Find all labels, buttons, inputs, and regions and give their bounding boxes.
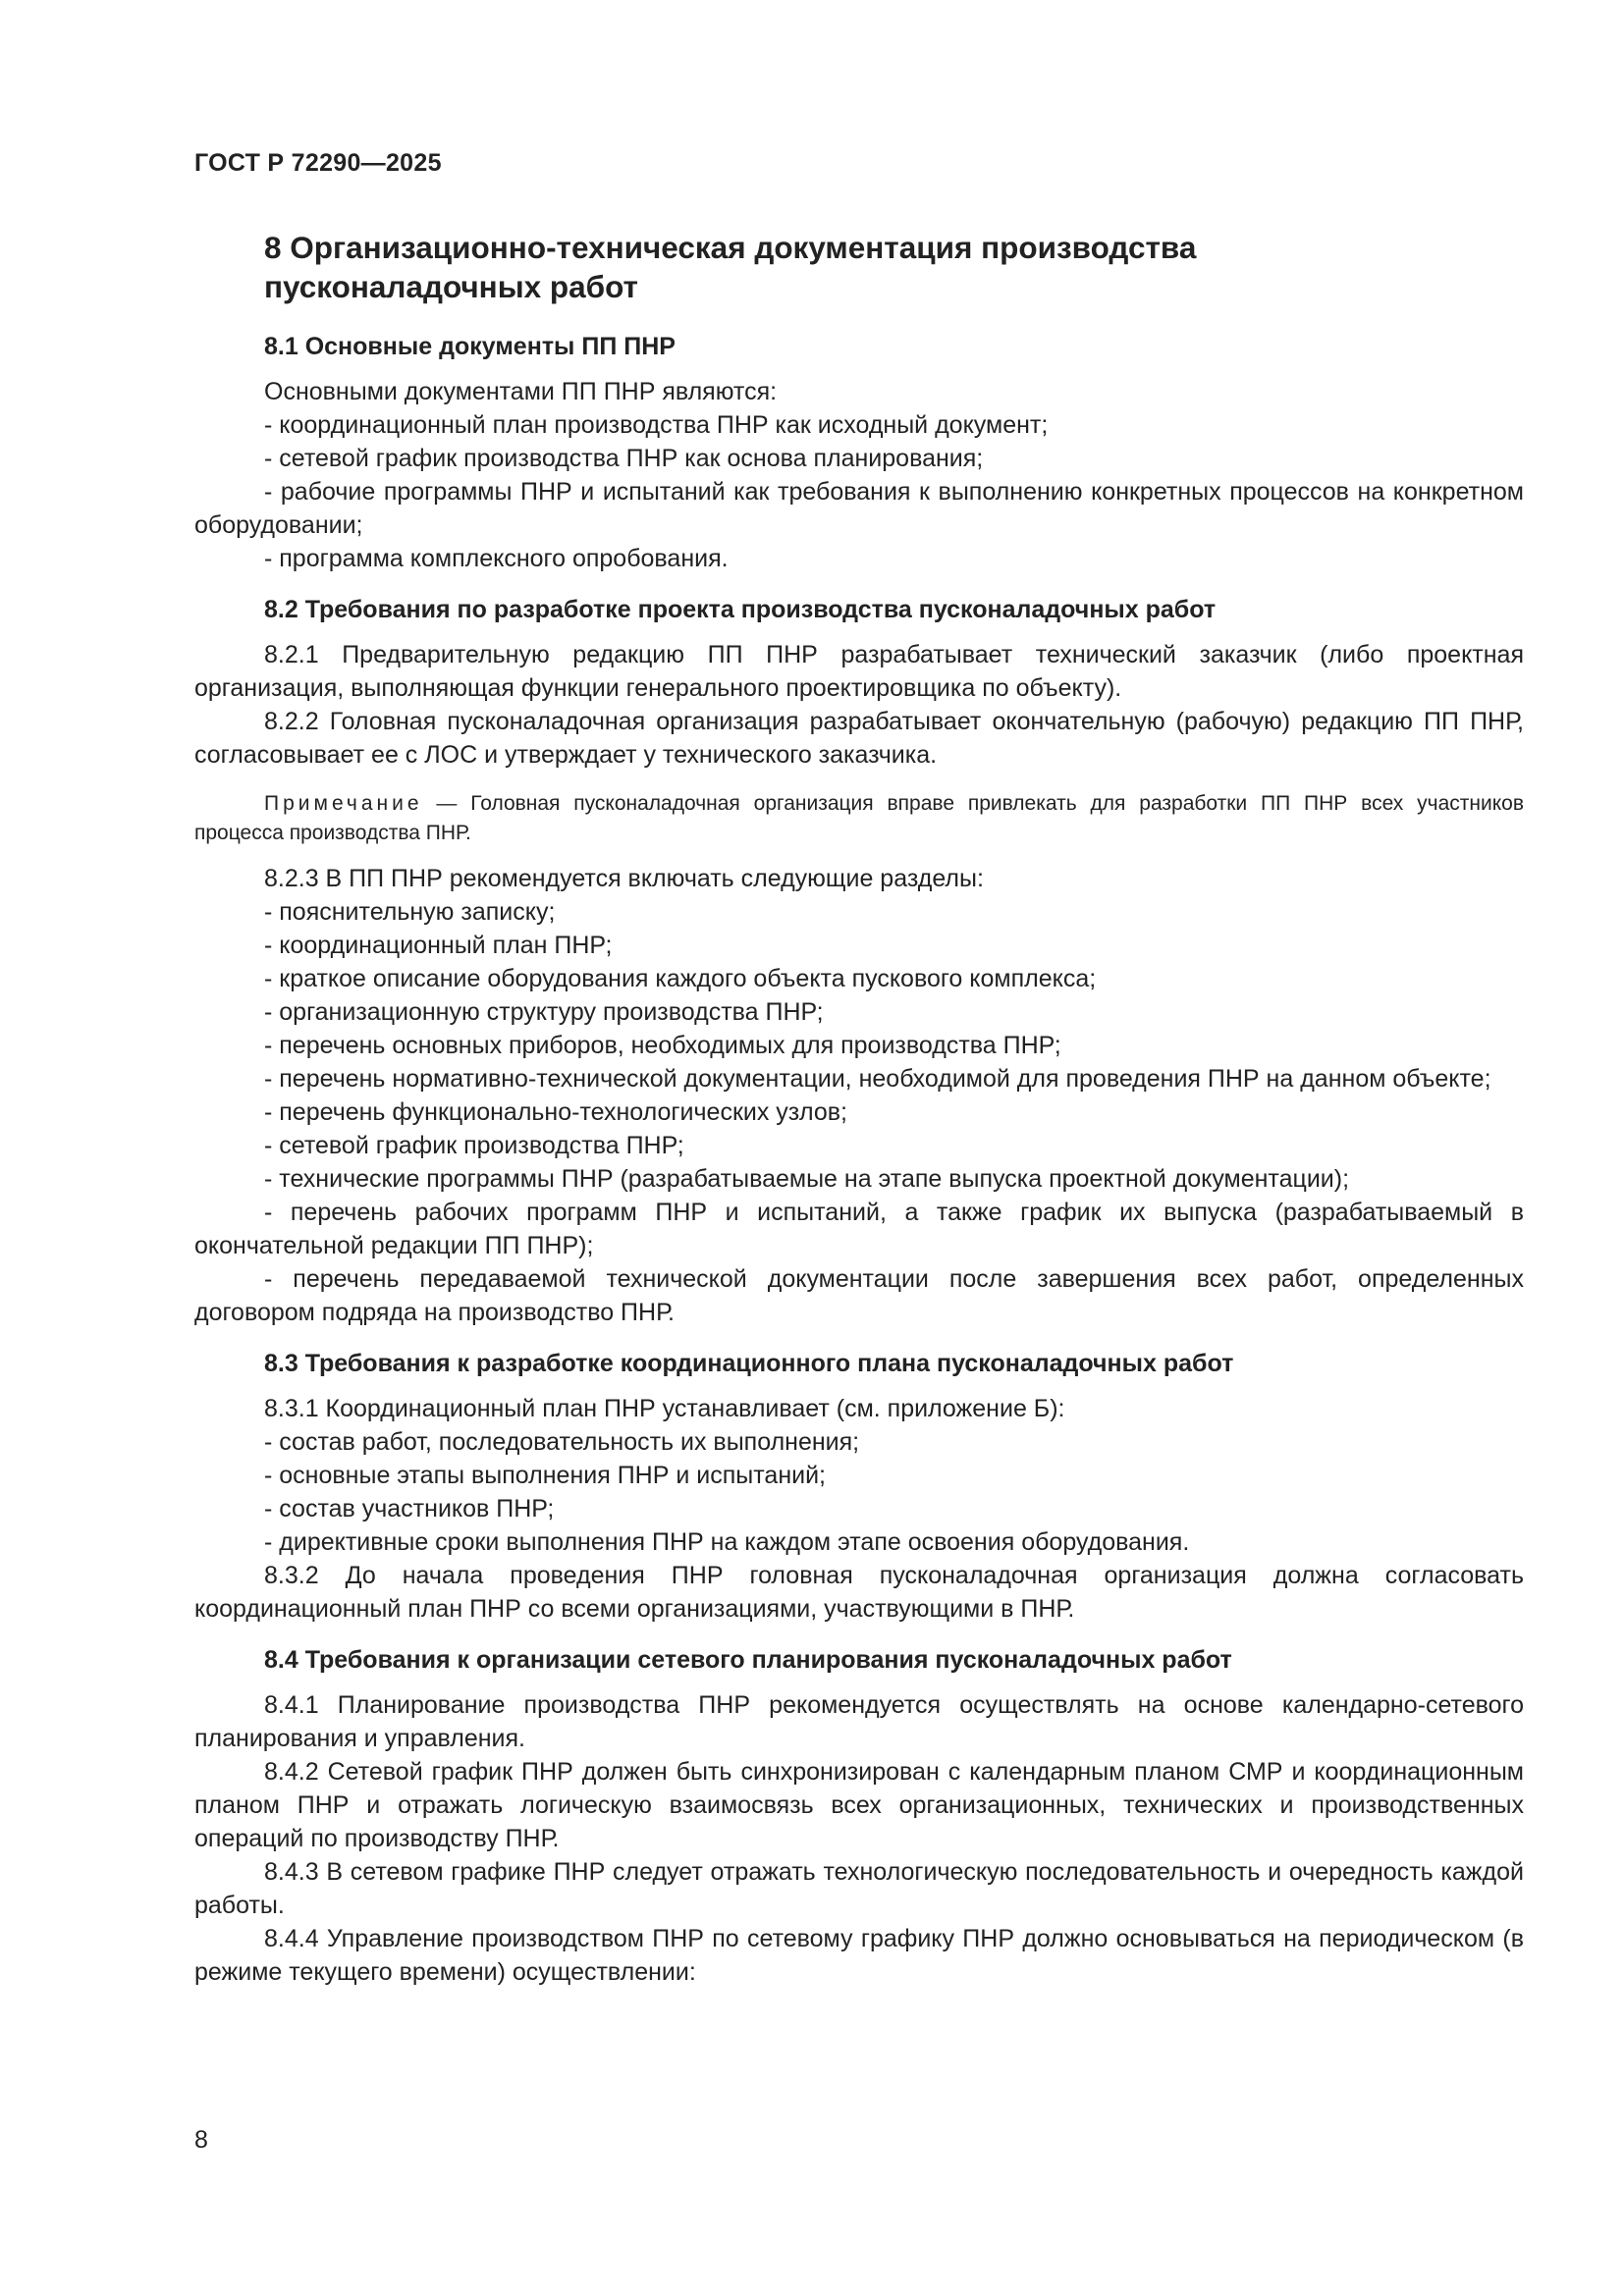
note [194, 789, 1524, 848]
subsection-8-2-heading: 8.2 Требования по разработке проекта производства пусконаладочных работ [264, 596, 1217, 623]
paragraph-8-3-1: 8.3.1 Координационный план ПНР устанавливает (см. приложение Б): [264, 1395, 1065, 1422]
note-text: — Головная пусконаладочная организация вправе привлекать для разработки ПП ПНР всех участников процесса производства ПНР. [194, 792, 1524, 844]
paragraph-8-2-3: 8.2.3 В ПП ПНР рекомендуется включать следующие разделы: [264, 865, 984, 892]
standard-header: ГОСТ Р 72290—2025 [194, 149, 442, 177]
list-item: - организационную структуру производства ПНР; [264, 998, 824, 1026]
subsection-8-1-heading: 8.1 Основные документы ПП ПНР [264, 333, 676, 360]
paragraph-8-4-3: 8.4.3 В сетевом графике ПНР следует отражать технологическую последовательность и очередность каждой работы. [194, 1858, 1524, 1919]
list-item: - сетевой график производства ПНР как основа планирования; [264, 445, 984, 472]
list-item: - перечень основных приборов, необходимых для производства ПНР; [264, 1032, 1061, 1059]
list-item: - координационный план ПНР; [264, 932, 613, 959]
list-item: - состав участников ПНР; [264, 1495, 555, 1522]
paragraph-8-3-2: 8.3.2 До начала проведения ПНР головная пусконаладочная организация должна согласовать координационный план ПНР со всеми организациями, участвующими в ПНР. [194, 1562, 1524, 1623]
list-item: - технические программы ПНР (разрабатываемые на этапе выпуска проектной документации); [264, 1165, 1350, 1193]
page-number: 8 [194, 2126, 208, 2154]
subsection-8-4-heading: 8.4 Требования к организации сетевого планирования пусконаладочных работ [264, 1646, 1232, 1674]
paragraph-8-4-2: 8.4.2 Сетевой график ПНР должен быть синхронизирован с календарным планом СМР и координационным планом ПНР и отражать логическую взаимосвязь всех организационных, технических и производственных операций по производству ПНР. [194, 1758, 1524, 1852]
list-item: - директивные сроки выполнения ПНР на каждом этапе освоения оборудования. [264, 1528, 1190, 1556]
section-8-title [194, 228, 1524, 306]
list-item: - состав работ, последовательность их выполнения; [264, 1428, 860, 1456]
list-item: - пояснительную записку; [264, 898, 556, 926]
paragraph-8-2-1: 8.2.1 Предварительную редакцию ПП ПНР разрабатывает технический заказчик (либо проектная организация, выполняющая функции генерального проектировщика по объекту). [194, 641, 1524, 702]
paragraph-8-4-1: 8.4.1 Планирование производства ПНР рекомендуется осуществлять на основе календарно-сетевого планирования и управления. [194, 1691, 1524, 1752]
list-item: - перечень нормативно-технической документации, необходимой для проведения ПНР на данном объекте; [264, 1065, 1491, 1093]
paragraph-8-2-2: 8.2.2 Головная пусконаладочная организация разрабатывает окончательную (рабочую) редакцию ПП ПНР, согласовывает ее с ЛОС и утверждает у технического заказчика. [194, 708, 1524, 769]
list-item: - краткое описание оборудования каждого объекта пускового комплекса; [264, 965, 1097, 992]
list-item: - основные этапы выполнения ПНР и испытаний; [264, 1462, 826, 1489]
list-item: - перечень передаваемой технической документации после завершения всех работ, определенных договором подряда на производство ПНР. [194, 1265, 1524, 1326]
list-item: - рабочие программы ПНР и испытаний как требования к выполнению конкретных процессов на конкретном оборудовании; [194, 478, 1524, 539]
section-8-title-line-1: 8 Организационно-техническая документация производства [264, 230, 1197, 265]
list-item: - перечень функционально-технологических узлов; [264, 1098, 847, 1126]
list-item: - программа комплексного опробования. [264, 545, 729, 572]
paragraph-8-4-4: 8.4.4 Управление производством ПНР по сетевому графику ПНР должно основываться на периодическом (в режиме текущего времени) осуществлении: [194, 1925, 1524, 1986]
document-body [194, 228, 1524, 1989]
document-page [194, 0, 1524, 2296]
note-label: Примечание [264, 792, 423, 815]
s81-intro: Основными документами ПП ПНР являются: [264, 378, 778, 405]
subsection-8-3-heading: 8.3 Требования к разработке координационного плана пусконаладочных работ [264, 1350, 1234, 1377]
section-8-title-line-2: пусконаладочных работ [264, 269, 638, 304]
list-item: - перечень рабочих программ ПНР и испытаний, а также график их выпуска (разрабатываемый в окончательной редакции ПП ПНР); [194, 1199, 1524, 1259]
list-item: - координационный план производства ПНР как исходный документ; [264, 411, 1049, 439]
list-item: - сетевой график производства ПНР; [264, 1132, 684, 1159]
